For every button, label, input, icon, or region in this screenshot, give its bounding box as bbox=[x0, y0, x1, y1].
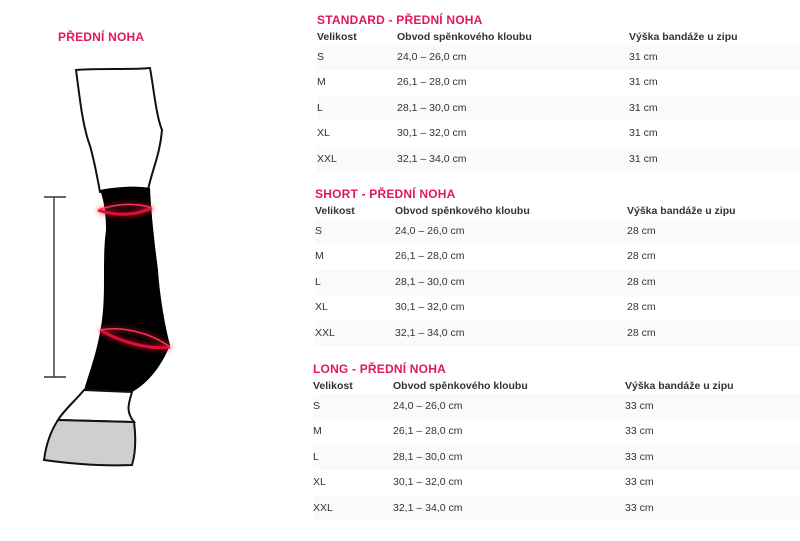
table-row bbox=[315, 244, 800, 269]
table-row bbox=[313, 419, 800, 444]
col-size-header: Velikost bbox=[317, 31, 357, 43]
height-cell: 31 cm bbox=[629, 127, 658, 140]
size-cell: L bbox=[317, 101, 323, 114]
circumference-cell: 24,0 – 26,0 cm bbox=[397, 51, 467, 63]
table-body bbox=[313, 394, 800, 521]
height-cell: 33 cm bbox=[625, 400, 654, 412]
size-cell: XXL bbox=[315, 326, 335, 339]
circumference-cell: 26,1 – 28,0 cm bbox=[395, 250, 465, 263]
height-cell: 28 cm bbox=[627, 225, 656, 237]
size-cell: XL bbox=[313, 476, 326, 489]
long-size-table bbox=[313, 361, 800, 521]
height-cell: 33 cm bbox=[625, 425, 654, 438]
height-cell: 33 cm bbox=[625, 476, 654, 489]
table-row bbox=[315, 295, 800, 320]
col-circumference-header: Obvod spěnkového kloubu bbox=[395, 205, 530, 217]
table-row bbox=[315, 219, 800, 244]
circumference-cell: 30,1 – 32,0 cm bbox=[393, 476, 463, 489]
leg-title: PŘEDNÍ NOHA bbox=[58, 30, 145, 44]
size-cell: XL bbox=[317, 127, 330, 140]
size-cell: M bbox=[313, 425, 322, 438]
table-header bbox=[315, 203, 800, 219]
standard-size-table bbox=[317, 12, 800, 172]
size-cell: XL bbox=[315, 301, 328, 314]
table-header bbox=[317, 29, 800, 45]
height-cell: 31 cm bbox=[629, 51, 658, 63]
table-row bbox=[313, 394, 800, 419]
size-cell: M bbox=[317, 76, 326, 89]
height-cell: 33 cm bbox=[625, 501, 654, 514]
circumference-cell: 32,1 – 34,0 cm bbox=[397, 152, 467, 165]
circumference-cell: 26,1 – 28,0 cm bbox=[397, 76, 467, 89]
circumference-cell: 32,1 – 34,0 cm bbox=[393, 501, 463, 514]
col-height-header: Výška bandáže u zipu bbox=[629, 31, 738, 43]
height-cell: 28 cm bbox=[627, 250, 656, 263]
table-row bbox=[317, 96, 800, 121]
height-cell: 28 cm bbox=[627, 275, 656, 288]
circumference-cell: 24,0 – 26,0 cm bbox=[393, 400, 463, 412]
circumference-cell: 28,1 – 30,0 cm bbox=[395, 275, 465, 288]
size-cell: L bbox=[315, 275, 321, 288]
horse-leg-illustration bbox=[20, 60, 210, 480]
col-height-header: Výška bandáže u zipu bbox=[627, 205, 736, 217]
circumference-cell: 24,0 – 26,0 cm bbox=[395, 225, 465, 237]
height-cell: 31 cm bbox=[629, 152, 658, 165]
size-cell: XXL bbox=[317, 152, 337, 165]
col-height-header: Výška bandáže u zipu bbox=[625, 380, 734, 392]
table-row bbox=[313, 496, 800, 521]
table-body bbox=[317, 45, 800, 172]
short-size-table bbox=[315, 186, 800, 346]
height-cell: 31 cm bbox=[629, 76, 658, 89]
col-size-header: Velikost bbox=[313, 380, 353, 392]
size-cell: S bbox=[317, 51, 325, 63]
size-cell: S bbox=[315, 225, 323, 237]
table-row bbox=[317, 121, 800, 146]
table-row bbox=[313, 445, 800, 470]
height-cell: 31 cm bbox=[629, 101, 658, 114]
size-cell: M bbox=[315, 250, 324, 263]
col-circumference-header: Obvod spěnkového kloubu bbox=[397, 31, 532, 43]
table-row bbox=[315, 270, 800, 295]
table-row bbox=[315, 321, 800, 346]
col-circumference-header: Obvod spěnkového kloubu bbox=[393, 380, 528, 392]
table-row bbox=[313, 470, 800, 495]
circumference-cell: 30,1 – 32,0 cm bbox=[395, 301, 465, 314]
circumference-cell: 26,1 – 28,0 cm bbox=[393, 425, 463, 438]
circumference-cell: 32,1 – 34,0 cm bbox=[395, 326, 465, 339]
size-cell: S bbox=[313, 400, 321, 412]
table-body bbox=[315, 219, 800, 346]
circumference-cell: 28,1 – 30,0 cm bbox=[397, 101, 467, 114]
table-row bbox=[317, 147, 800, 172]
section-title: LONG - PŘEDNÍ NOHA bbox=[313, 362, 446, 376]
table-header bbox=[313, 378, 800, 394]
height-measure-icon bbox=[44, 197, 66, 377]
height-cell: 28 cm bbox=[627, 326, 656, 339]
table-row bbox=[317, 70, 800, 95]
size-cell: XXL bbox=[313, 501, 333, 514]
table-row bbox=[317, 45, 800, 70]
col-size-header: Velikost bbox=[315, 205, 355, 217]
circumference-cell: 30,1 – 32,0 cm bbox=[397, 127, 467, 140]
section-title: SHORT - PŘEDNÍ NOHA bbox=[315, 187, 456, 201]
size-cell: L bbox=[313, 450, 319, 463]
height-cell: 28 cm bbox=[627, 301, 656, 314]
height-cell: 33 cm bbox=[625, 450, 654, 463]
circumference-cell: 28,1 – 30,0 cm bbox=[393, 450, 463, 463]
section-title: STANDARD - PŘEDNÍ NOHA bbox=[317, 13, 483, 27]
